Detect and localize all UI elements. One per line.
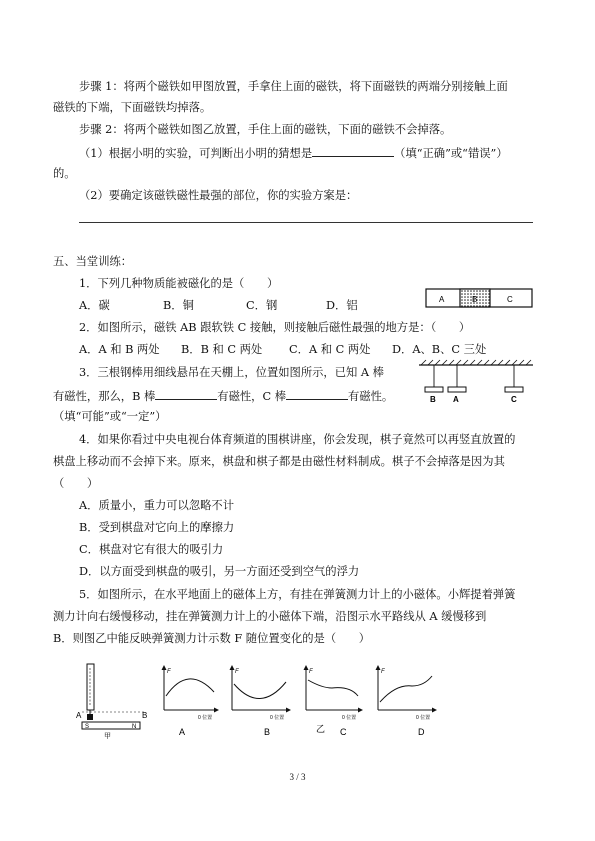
answer-blank[interactable] (312, 145, 394, 157)
hanging-rods-figure (417, 359, 535, 405)
figure-jia-caption: 甲 (104, 733, 111, 740)
pole-s-label: S (85, 724, 90, 730)
graph-d-axis-x: 0 位置 (416, 715, 431, 721)
magnet-figure (425, 287, 533, 309)
rod-c (505, 387, 523, 392)
graph-a-axis-x: 0 位置 (198, 715, 213, 721)
graph-a-label: A (179, 727, 186, 737)
q3-line1: 3．三根钢棒用细线悬吊在天棚上，位置如图所示，已知 A 棒 (79, 366, 384, 379)
q2-option-a: A．A 和 B 两处 (79, 343, 160, 356)
graph-c-axis-x: 0 位置 (342, 715, 357, 721)
rod-label-a: A (453, 395, 459, 404)
rod-label-c: C (511, 395, 517, 404)
graph-d-label: D (418, 727, 425, 737)
answer-line[interactable] (79, 222, 533, 223)
graph-b-curve (234, 682, 286, 699)
rod-label-b: B (430, 395, 436, 404)
exp-q2-line: （2）要确定该磁铁磁性最强的部位，你的实验方案是： (79, 189, 358, 202)
answer-blank-c[interactable] (286, 388, 348, 400)
q3-line2 (53, 388, 393, 404)
ceiling-hatch (421, 360, 531, 365)
q3-text-a: 有磁性，那么，B 棒 (53, 390, 156, 403)
point-b-label: B (142, 711, 148, 720)
q1-option-d: D．铝 (326, 299, 358, 312)
graph-d (378, 666, 436, 737)
rod-a (448, 387, 466, 392)
q4-option-a: A．质量小，重力可以忽略不计 (79, 499, 235, 512)
q2-option-b: B．B 和 C 两处 (181, 343, 263, 356)
q5-line3: B．则图乙中能反映弹簧测力计示数 F 随位置变化的是（ ） (53, 632, 371, 645)
q4-line1: 4．如果你看过中央电视台体育频道的围棋讲座，你会发现，棋子竟然可以再竖直放置的 (79, 433, 516, 446)
q4-option-d: D．以方面受到棋盘的吸引，另一方面还受到空气的浮力 (79, 565, 360, 578)
q4-line3: （ ） (53, 477, 99, 490)
graph-d-curve (380, 676, 432, 702)
graph-a (164, 666, 218, 737)
point-a-label: A (76, 711, 82, 720)
yi-label: 乙 (316, 724, 326, 734)
step1-line-b: 磁铁的下端，下面磁铁均掉落。 (53, 101, 212, 114)
answer-blank-b[interactable] (155, 388, 217, 400)
section-title: 五、当堂训练： (53, 255, 133, 268)
exp-q1-text-a: （1）根据小明的实验，可判断出小明的猜想是 (79, 147, 313, 160)
step1-line-a: 步骤 1：将两个磁铁如甲图放置，手拿住上面的磁铁，将下面磁铁的两端分别接触上面 (79, 80, 508, 93)
q4-option-b: B．受到棋盘对它向上的摩擦力 (79, 521, 235, 534)
q3-text-c: 有磁性。 (348, 390, 394, 403)
spring-scale (87, 664, 94, 710)
exp-q1-text-b: （填“正确”或“错误”） (394, 147, 508, 160)
q5-line1: 5．如图所示，在水平地面上的磁体上方，有挂在弹簧测力计上的小磁体。小辉提着弹簧 (79, 588, 516, 601)
graphs-figure (156, 658, 446, 740)
q1-option-b: B．铜 (163, 299, 194, 312)
q3-text-b: 有磁性，C 棒 (217, 390, 287, 403)
step2-line: 步骤 2：将两个磁铁如图乙放置，手住上面的磁铁，下面的磁铁不会掉落。 (79, 123, 452, 136)
q1-option-a: A．碳 (79, 299, 110, 312)
q2-stem: 2．如图所示，磁铁 AB 跟软铁 C 接触，则接触后磁性最强的地方是：（ ） (79, 321, 471, 334)
graph-b-label: B (264, 727, 271, 737)
graph-a-axis-f: F (167, 669, 171, 675)
rod-b (425, 387, 443, 392)
q1-stem: 1．下列几种物质能被磁化的是（ ） (79, 277, 279, 290)
label-c: C (507, 295, 513, 304)
graph-c (306, 666, 362, 737)
graph-c-axis-f: F (309, 669, 313, 675)
graph-b (232, 666, 290, 737)
label-b: B (472, 295, 478, 304)
q4-option-c: C．棋盘对它有很大的吸引力 (79, 543, 224, 556)
graph-c-label: C (340, 727, 347, 737)
q5-line2: 测力计向右缓慢移动，挂在弹簧测力计上的小磁体下端，沿图示水平路线从 A 缓慢移到 (53, 610, 487, 623)
q1-option-c: C．钢 (246, 299, 278, 312)
small-magnet (87, 714, 93, 720)
spring-scale-figure (74, 660, 154, 740)
pole-n-label: N (132, 724, 137, 730)
graph-d-axis-f: F (381, 669, 385, 675)
graph-b-axis-x: 0 位置 (270, 715, 285, 721)
graph-a-curve (166, 679, 214, 696)
exp-q1-line-c: 的。 (53, 167, 76, 180)
graph-c-curve (308, 680, 358, 696)
page-number: 3 / 3 (289, 772, 306, 782)
q2-option-c: C．A 和 C 两处 (289, 343, 371, 356)
q3-line3: （填“可能”或“一定”） (53, 410, 167, 423)
q4-line2: 棋盘上移动而不会掉下来。原来，棋盘和棋子都是由磁性材料制成。棋子不会掉落是因为其 (53, 455, 505, 468)
q2-option-d: D．A、B、C 三处 (392, 343, 487, 356)
exp-q1-line (79, 145, 508, 161)
graph-b-axis-f: F (235, 669, 239, 675)
label-a: A (439, 295, 445, 304)
